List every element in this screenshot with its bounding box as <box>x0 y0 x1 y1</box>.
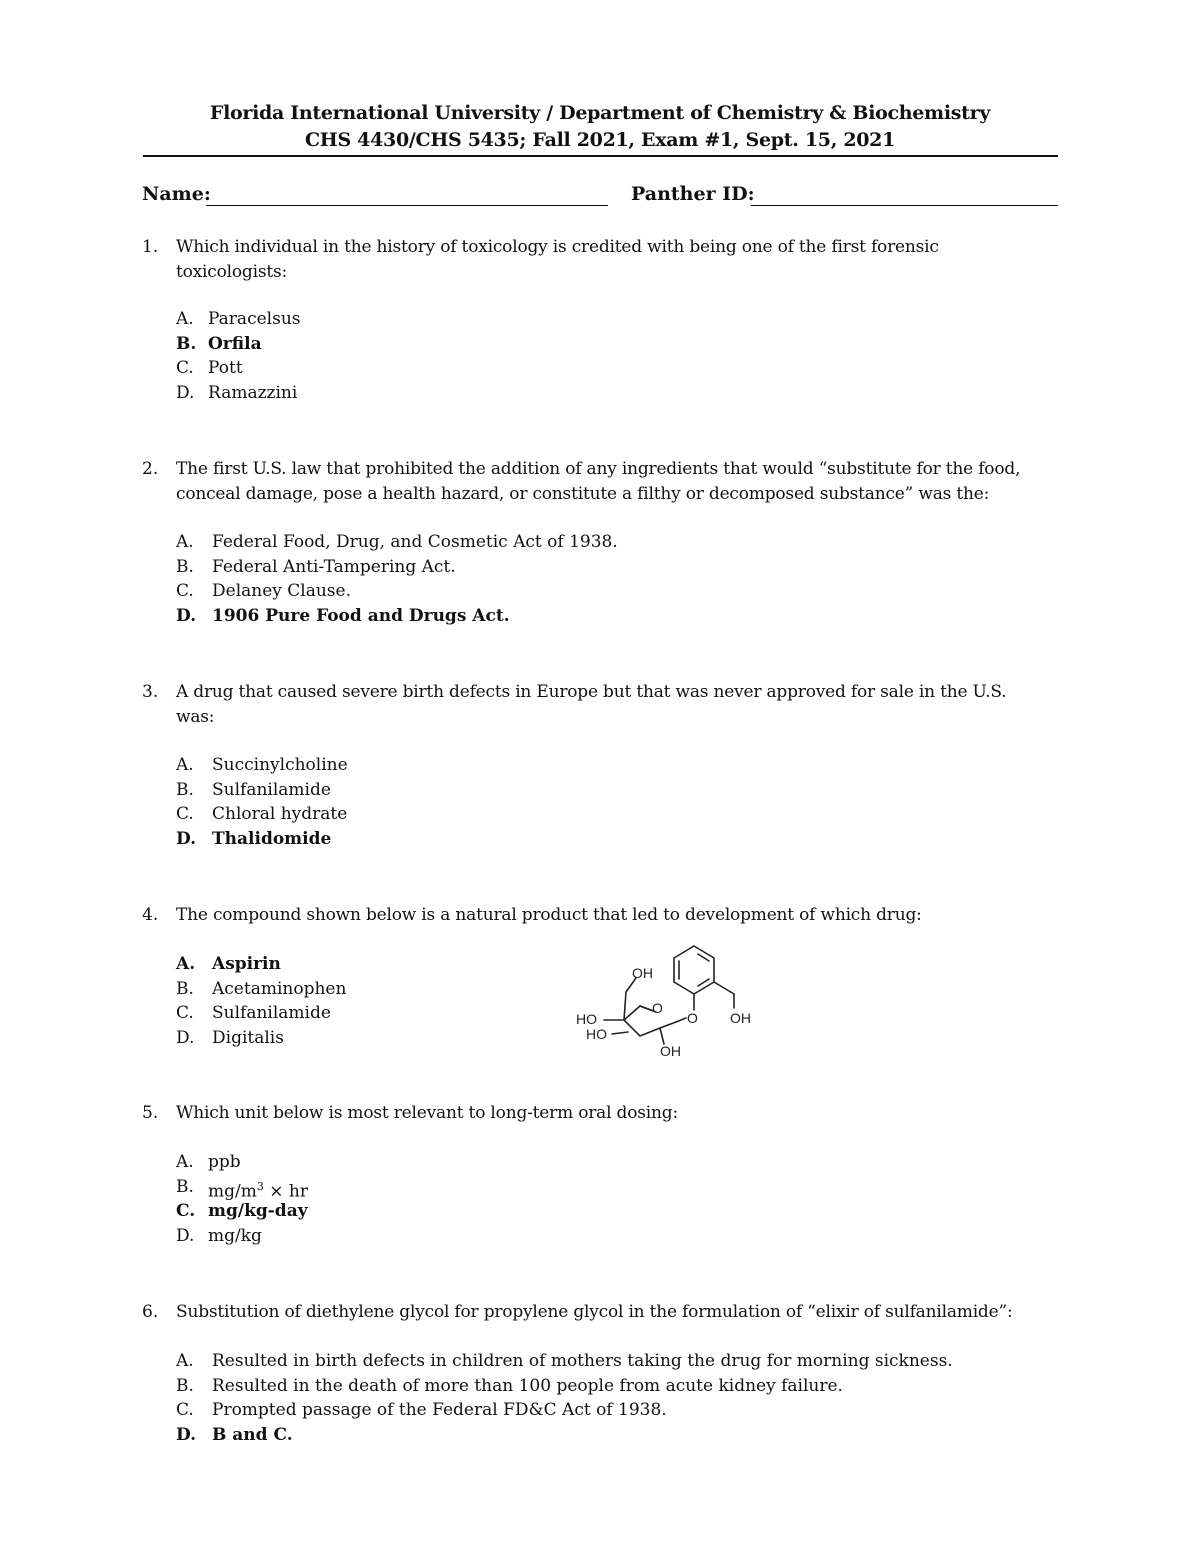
question-text: Which individual in the history of toxicology is credited with being one of the first forensic toxicologists: <box>176 237 939 282</box>
structure-label: HO <box>576 1011 597 1027</box>
structure-label: OH <box>632 965 653 981</box>
question-number: 6. <box>142 1302 159 1322</box>
panther-id-label: Panther ID: <box>631 183 755 205</box>
exam-title: CHS 4430/CHS 5435; Fall 2021, Exam #1, Sept. 15, 2021 <box>304 129 896 151</box>
name-field[interactable] <box>206 205 608 206</box>
institution-header: Florida International University / Department of Chemistry & Biochemistry <box>209 102 991 124</box>
salicin-structure <box>568 940 768 1060</box>
exam-page: Florida International University / Department of Chemistry & Biochemistry CHS 4430/CHS 5435; Fall 2021, Exam #1, Sept. 15, 2021 Name: Panther ID: 1. Which individual in the history of toxicology is credited with being one of the first forensic toxicologists: A. Paracelsus B. Orfila C. Pott D. Ramazzini 2. The first U.S. law that prohibited the addition of any ingredients that would “substitute for the food, conceal damage, pose a health hazard, or constitute a filthy or decomposed substance” was the: A. Federal Food, Drug, and Cosmetic Act of 1938. B. Federal Anti-Tampering Act. C. Delaney Clause. D. 1906 Pure Food and Drugs Act. 3. A drug that caused severe birth defects in Europe but that was never approved for sale in the U.S. was: A. Succinylcholine B. Sulfanilamide C. Chloral hydrate D. Thalidomide 4. The compound shown below is a natural product that led to development of which drug: A. Aspirin B. Acetaminophen C. Sulfanilamide D. Digitalis OH HO HO O O OH OH 5. Which unit below is most relevant to long-term oral dosing: A. ppb B. $mg/m^3$ × hr C. mg/kg-day D. mg/kg 6. Substitution of diethylene glycol for propylene glycol in the formulation of “elixir of sulfanilamide”: A. Resulted in birth defects in children of mothers taking the drug for morning sickness. B. Resulted in the death of more than 100 people from acute kidney failure. C. Prompted passage of the Federal FD&C Act of 1938. D. B and C. <box>0 0 1200 1553</box>
structure-label: OH <box>730 1010 751 1026</box>
structure-label: OH <box>660 1043 681 1059</box>
name-label: Name: <box>142 183 211 205</box>
question-number: 1. <box>142 237 159 257</box>
question-number: 4. <box>142 905 159 925</box>
header-rule <box>143 155 1058 157</box>
question-number: 2. <box>142 459 159 479</box>
benzene-ring <box>674 946 714 994</box>
structure-label: O <box>687 1010 698 1026</box>
question-text: Which unit below is most relevant to long-term oral dosing: <box>176 1103 678 1123</box>
question-text: A drug that caused severe birth defects in Europe but that was never approved for sale in the U.S. was: <box>176 682 1007 727</box>
structure-label: O <box>652 1000 663 1016</box>
question-text: The first U.S. law that prohibited the addition of any ingredients that would “substitute for the food, conceal damage, pose a health hazard, or constitute a filthy or decomposed substance” was the: <box>176 459 1021 504</box>
question-text: Substitution of diethylene glycol for propylene glycol in the formulation of “elixir of sulfanilamide”: <box>176 1302 1013 1322</box>
question-number: 3. <box>142 682 159 702</box>
structure-label: HO <box>586 1026 607 1042</box>
question-text: The compound shown below is a natural product that led to development of which drug: <box>176 905 922 925</box>
question-number: 5. <box>142 1103 159 1123</box>
panther-id-field[interactable] <box>751 205 1058 206</box>
